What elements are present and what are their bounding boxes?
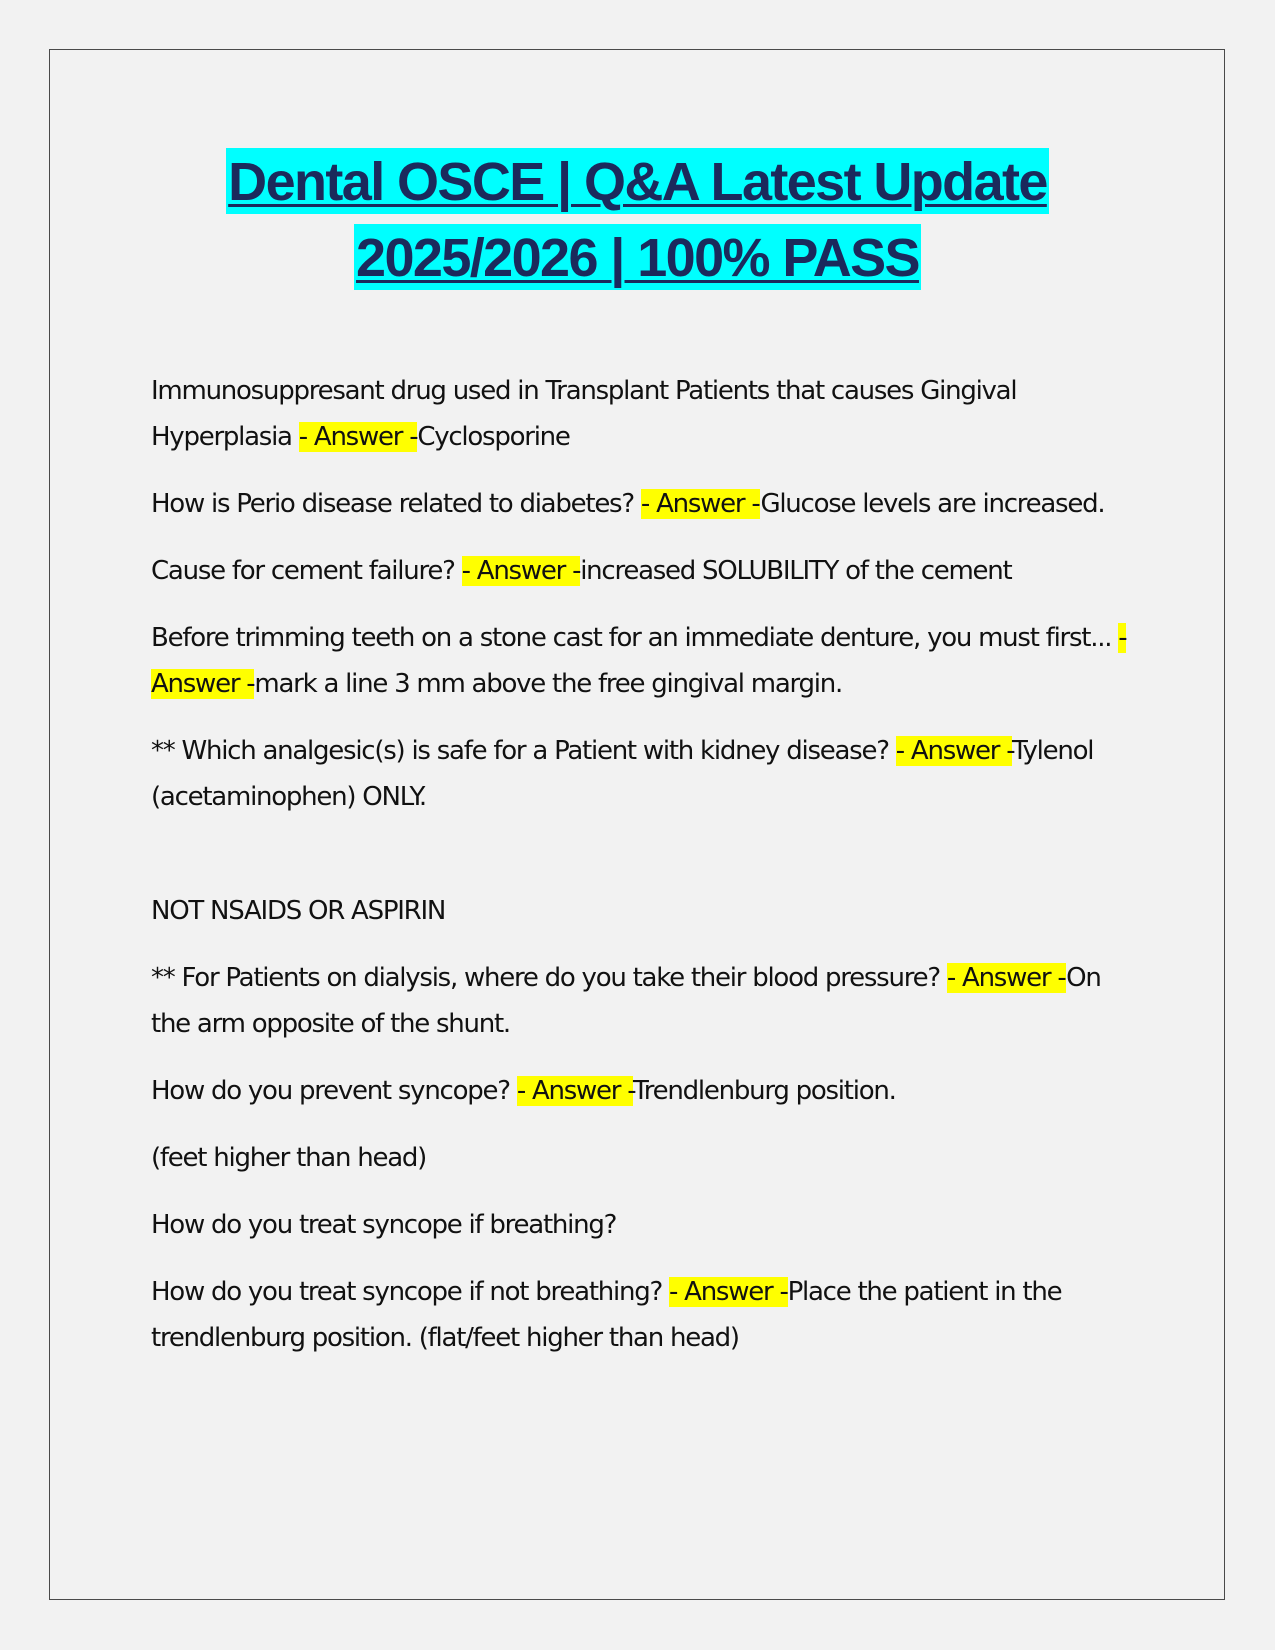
answer-marker: - Answer - [151,623,1127,699]
answer-marker: - Answer - [895,736,1012,766]
question-text: ** Which analgesic(s) is safe for a Patient with kidney disease? [151,736,896,766]
question-text: Cause for cement failure? [151,556,462,586]
title-line-2: 2025/2026 | 100% PASS [354,224,921,290]
qa-entry [151,368,1141,460]
qa-entry [151,481,1141,527]
answer-marker: - Answer - [640,489,761,519]
answer-marker: - Answer - [669,1277,788,1307]
answer-text: mark a line 3 mm above the free gingival margin. [254,669,842,699]
question-text: How do you treat syncope if not breathing? [151,1277,670,1307]
title-line-1: Dental OSCE | Q&A Latest Update [226,148,1049,214]
qa-entry [151,1068,1141,1114]
answer-marker: - Answer - [298,422,418,452]
qa-entry [151,548,1141,594]
qa-entry [151,1269,1141,1361]
answer-text: On the arm opposite of the shunt. [151,963,1101,1039]
note-line: (feet higher than head) [151,1143,427,1173]
qa-entry [151,728,1141,820]
question-line: How do you treat syncope if breathing? [151,1210,617,1240]
question-text: ** For Patients on dialysis, where do you take their blood pressure? [151,963,947,993]
qa-content [151,368,1141,1382]
answer-marker: - Answer - [946,963,1067,993]
answer-marker: - Answer - [461,556,581,586]
document-title [60,148,1215,290]
qa-entry [151,615,1141,707]
answer-text: Trendlenburg position. [633,1076,896,1106]
answer-text: Glucose levels are increased. [760,489,1105,519]
question-text: How do you prevent syncope? [151,1076,517,1106]
question-text: How is Perio disease related to diabetes? [151,489,641,519]
answer-text: increased SOLUBILITY of the cement [580,556,1012,586]
note-line: NOT NSAIDS OR ASPIRIN [151,896,446,926]
qa-entry [151,955,1141,1047]
answer-text: Cyclosporine [417,422,570,452]
question-text: Before trimming teeth on a stone cast for an immediate denture, you must first... [151,623,1119,653]
answer-text: Tylenol (acetaminophen) ONLY. [151,736,1094,812]
question-text: Immunosuppresant drug used in Transplant Patients that causes Gingival Hyperplasia [151,376,1017,452]
answer-marker: - Answer - [516,1076,633,1106]
answer-text: Place the patient in the trendlenburg position. (flat/feet higher than head) [151,1277,1062,1353]
